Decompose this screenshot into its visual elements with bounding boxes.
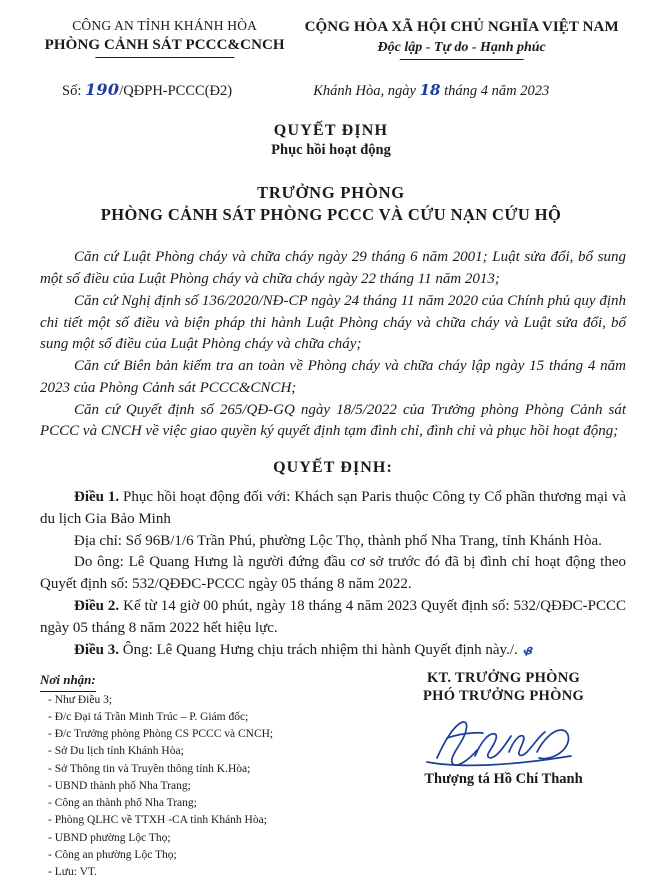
recipient-item: - Công an thành phố Nha Trang;	[48, 797, 197, 809]
recipients-title: Nơi nhận:	[40, 670, 96, 691]
page-title: QUYẾT ĐỊNH	[273, 122, 389, 140]
document-title-block	[0, 122, 662, 159]
document-header	[0, 0, 662, 58]
recipient-item: - Đ/c Đại tá Trần Minh Trúc – P. Giám đốc;	[48, 710, 249, 723]
recipients-block	[40, 670, 365, 881]
article-1-owner-text: Do ông: Lê Quang Hưng là người đứng đầu cơ sở trước đó đã bị đình chỉ hoạt động theo Quyết định số: 532/QĐĐC-PCCC ngày 05 tháng 8 năm 2022.	[40, 554, 626, 592]
page-subtitle: Phục hồi hoạt động	[271, 142, 391, 159]
recipient-item: - Phòng QLHC về TTXH -CA tỉnh Khánh Hòa;	[48, 814, 267, 827]
article-2	[40, 596, 626, 640]
number-suffix: /QĐPH-PCCC(Đ2)	[119, 83, 233, 100]
national-heading-block	[295, 18, 628, 58]
article-1	[40, 487, 626, 531]
issuer-role-label: TRƯỞNG PHÒNG	[257, 183, 405, 203]
legal-basis-paragraph: Căn cứ Quyết định số 265/QĐ-GQ ngày 18/5/2022 của Trưởng phòng Phòng Cảnh sát PCCC và CNCH về việc giao quyền ký quyết định tạm đình chỉ, đình chỉ và phục hồi hoạt động;	[40, 401, 626, 440]
province-police-label: CÔNG AN TỈNH KHÁNH HÒA	[72, 18, 258, 33]
signature-block	[365, 670, 642, 881]
article-3-label: Điều 3.	[74, 642, 119, 659]
article-1-label: Điều 1.	[74, 489, 120, 505]
article-2-text: Kể từ 14 giờ 00 phút, ngày 18 tháng 4 năm 2023 Quyết định số: 532/QĐĐC-PCCC ngày 05 tháng 8 năm 2022 hết hiệu lực.	[40, 597, 627, 636]
article-3-text: Ông: Lê Quang Hưng chịu trách nhiệm thi hành Quyết định này./.	[119, 642, 518, 659]
legal-basis-paragraph: Căn cứ Biên bản kiểm tra an toàn về Phòng cháy và chữa cháy lập ngày 15 tháng 4 năm 2023 của Phòng Cảnh sát PCCC&CNCH;	[40, 358, 626, 396]
department-label: PHÒNG CẢNH SÁT PCCC&CNCH	[45, 36, 285, 57]
document-number	[34, 80, 307, 100]
recipient-item: - UBND phường Lộc Thọ;	[48, 831, 171, 844]
decision-heading: QUYẾT ĐỊNH:	[273, 459, 393, 476]
recipient-item: - Công an phường Lộc Thọ;	[48, 848, 177, 861]
legal-basis-paragraph: Căn cứ Nghị định số 136/2020/NĐ-CP ngày 24 tháng 11 năm 2020 của Chính phủ quy định chi tiết một số điều và biện pháp thi hành Luật Phòng cháy và chữa cháy và Luật sửa đổi, bổ sung một số điều của Luật Phòng cháy và chữa cháy;	[40, 292, 626, 353]
recipient-item: - Sở Thông tin và Truyền thông tỉnh K.Hòa;	[48, 762, 251, 775]
article-3	[40, 639, 626, 662]
handwritten-signature-icon	[419, 712, 589, 774]
number-label: Số:	[62, 83, 82, 100]
recipient-item: - UBND thành phố Nha Trang;	[48, 779, 191, 792]
article-1-address-text: Địa chỉ: Số 96B/1/6 Trần Phú, phường Lộc Thọ, thành phố Nha Trang, tỉnh Khánh Hòa.	[74, 532, 602, 549]
document-footer	[0, 670, 662, 881]
recipient-item: - Như Điều 3;	[48, 693, 113, 706]
recipient-item: - Lưu: VT.	[48, 866, 97, 878]
recipient-item: - Đ/c Trưởng phòng Phòng CS PCCC và CNCH;	[48, 728, 274, 740]
recipient-item: - Sở Du lịch tỉnh Khánh Hòa;	[48, 745, 184, 758]
number-handwritten-value: 190	[84, 80, 120, 100]
issuing-authority-block	[34, 18, 295, 57]
signer-role-line2: PHÓ TRƯỞNG PHÒNG	[422, 688, 585, 704]
article-2-label: Điều 2.	[74, 597, 120, 614]
place-date-suffix: tháng 4 năm 2023	[444, 83, 550, 100]
national-motto-label: Độc lập - Tự do - Hạnh phúc	[378, 39, 546, 59]
place-and-date	[307, 81, 628, 100]
article-1-text: Phục hồi hoạt động đối với: Khách sạn Paris thuộc Công ty Cổ phần thương mại và du lịch Gia Bảo Minh	[40, 489, 626, 527]
document-body	[0, 247, 662, 662]
issuer-department-label: PHÒNG CẢNH SÁT PHÒNG PCCC VÀ CỨU NẠN CỨU HỘ	[100, 205, 562, 225]
ink-tail-mark: ᏸ	[517, 640, 532, 659]
article-1-address	[40, 531, 626, 553]
document-number-date-row	[0, 58, 662, 100]
article-1-owner	[40, 552, 626, 596]
place-date-prefix: Khánh Hòa, ngày	[313, 83, 416, 100]
issuer-title-block	[0, 183, 662, 225]
signer-name: Thượng tá Hồ Chí Thanh	[424, 771, 583, 787]
date-day-handwritten: 18	[419, 81, 441, 100]
legal-basis-paragraph: Căn cứ Luật Phòng cháy và chữa cháy ngày 29 tháng 6 năm 2001; Luật sửa đổi, bổ sung một số điều của Luật Phòng cháy và chữa cháy ngày 22 tháng 11 năm 2013;	[40, 249, 626, 287]
country-name-label: CỘNG HÒA XÃ HỘI CHỦ NGHĨA VIỆT NAM	[304, 19, 619, 35]
signer-role-line1: KT. TRƯỞNG PHÒNG	[426, 670, 581, 686]
